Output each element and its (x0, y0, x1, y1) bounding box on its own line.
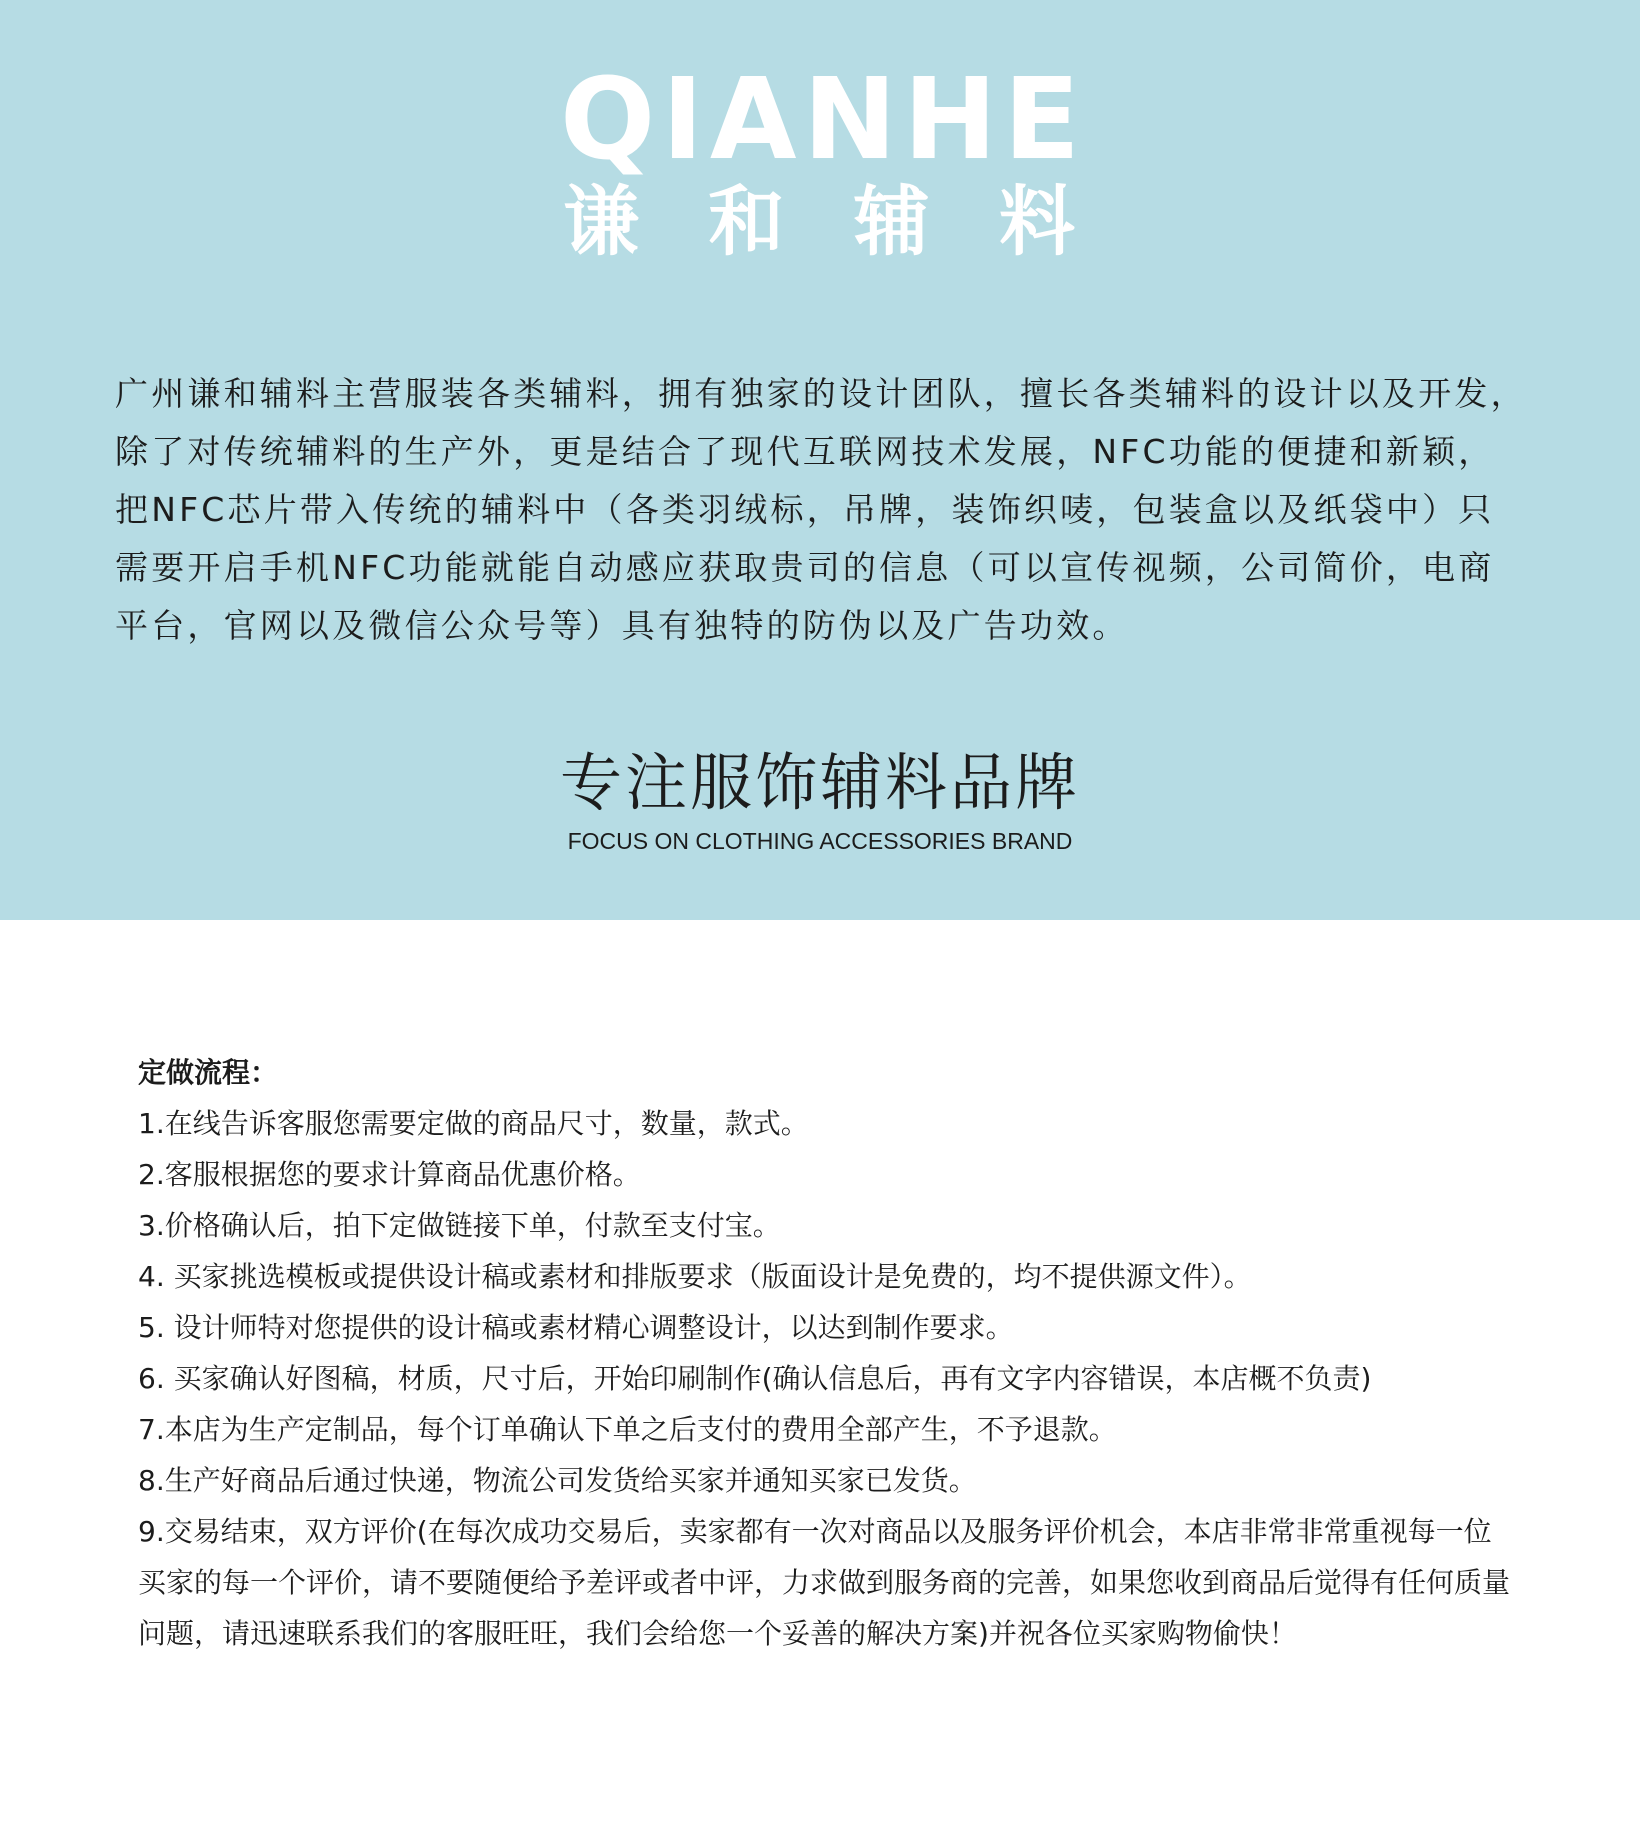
logo-letter: H (903, 55, 997, 185)
process-step: 4. 买家挑选模板或提供设计稿或素材和排版要求（版面设计是免费的，均不提供源文件）。 (138, 1260, 1252, 1293)
logo-letter: Q (560, 55, 656, 185)
process-title: 定做流程： (138, 1056, 279, 1089)
logo-letter: I (661, 55, 704, 185)
process-step: 2.客服根据您的要求计算商品优惠价格。 (138, 1158, 641, 1191)
brand-logo-chinese-name (563, 177, 1075, 266)
process-step: 6. 买家确认好图稿，材质，尺寸后，开始印刷制作(确认信息后，再有文字内容错误，本店概不负责) (138, 1362, 1372, 1395)
process-steps-list (138, 1098, 1518, 1659)
company-intro-paragraph: 广州谦和辅料主营服装各类辅料，拥有独家的设计团队，擅长各类辅料的设计以及开发，除了对传统辅料的生产外，更是结合了现代互联网技术发展，NFC功能的便捷和新颖，把NFC芯片带入传统的辅料中（各类羽绒标，吊牌，装饰织唛，包装盒以及纸袋中）只需要开启手机NFC功能就能自动感应获取贵司的信息（可以宣传视频，公司简价，电商平台，官网以及微信公众号等）具有独特的防伪以及广告功效。 (115, 374, 1527, 645)
logo-char: 辅 (853, 177, 930, 266)
logo-char: 谦 (563, 177, 639, 266)
process-step: 9.交易结束，双方评价(在每次成功交易后，卖家都有一次对商品以及服务评价机会，本店非常非常重视每一位买家的每一个评价，请不要随便给予差评或者中评，力求做到服务商的完善，如果您收到商品后觉得有任何质量问题，请迅速联系我们的客服旺旺，我们会给您一个妥善的解决方案)并祝各位买家购物偷快！ (138, 1515, 1511, 1650)
slogan-english: FOCUS ON CLOTHING ACCESSORIES BRAND (567, 828, 1073, 854)
process-step: 8.生产好商品后通过快递，物流公司发货给买家并通知买家已发货。 (138, 1464, 977, 1497)
logo-char: 料 (998, 177, 1075, 266)
logo-letter: E (1003, 55, 1080, 185)
process-step: 5. 设计师特对您提供的设计稿或素材精心调整设计，以达到制作要求。 (138, 1311, 1014, 1344)
logo-letter: N (803, 55, 897, 185)
logo-letter: A (709, 55, 797, 185)
custom-order-process (138, 1048, 1518, 1659)
brand-logo-wordmark (560, 55, 1080, 185)
process-step: 1.在线告诉客服您需要定做的商品尺寸，数量，款式。 (138, 1107, 809, 1140)
slogan-chinese: 专注服饰辅料品牌 (559, 746, 1080, 819)
logo-char: 和 (708, 177, 785, 266)
process-step: 3.价格确认后，拍下定做链接下单，付款至支付宝。 (138, 1209, 781, 1242)
process-step: 7.本店为生产定制品，每个订单确认下单之后支付的费用全部产生，不予退款。 (138, 1413, 1117, 1446)
